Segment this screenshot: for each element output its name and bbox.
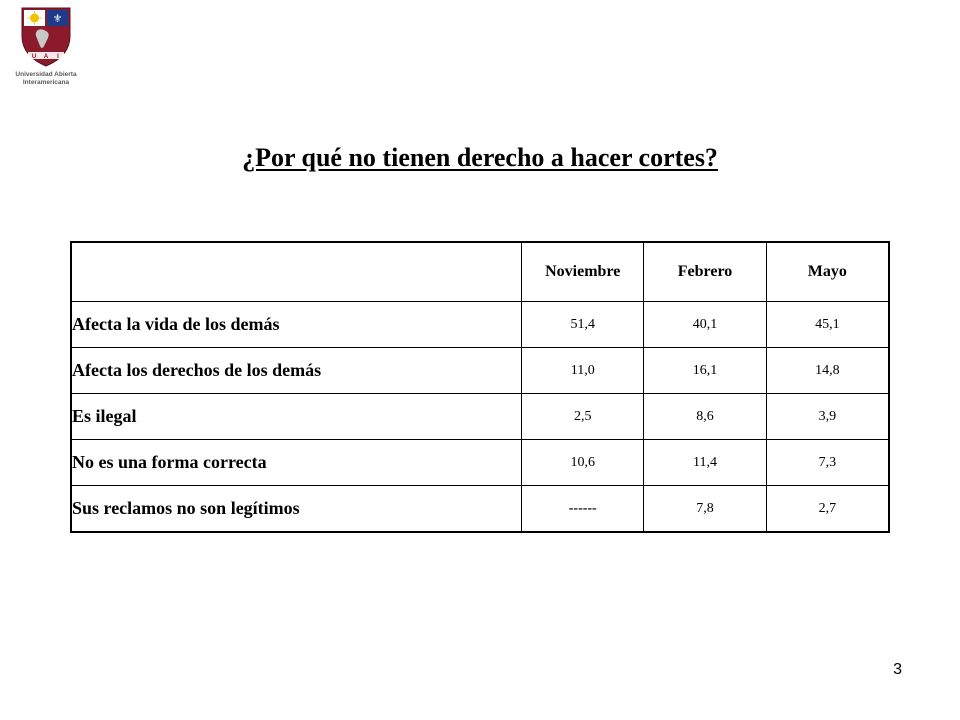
cell-value: 51,4 bbox=[522, 302, 644, 348]
column-header-mayo: Mayo bbox=[766, 242, 889, 302]
column-header-febrero: Febrero bbox=[644, 242, 766, 302]
table-row bbox=[71, 302, 889, 348]
cell-value: 11,4 bbox=[644, 440, 766, 486]
cell-value: 40,1 bbox=[644, 302, 766, 348]
cell-value: 45,1 bbox=[766, 302, 889, 348]
slide-title: ¿Por qué no tienen derecho a hacer cortes? bbox=[242, 143, 718, 172]
row-label: No es una forma correcta bbox=[71, 440, 522, 486]
cell-value: 10,6 bbox=[522, 440, 644, 486]
row-label: Sus reclamos no son legítimos bbox=[71, 486, 522, 533]
cell-value: 3,9 bbox=[766, 394, 889, 440]
table-row bbox=[71, 394, 889, 440]
university-logo bbox=[8, 6, 84, 92]
row-label: Afecta los derechos de los demás bbox=[71, 348, 522, 394]
row-label: Es ilegal bbox=[71, 394, 522, 440]
column-header-noviembre: Noviembre bbox=[522, 242, 644, 302]
cell-value: ------ bbox=[522, 486, 644, 533]
page-number: 3 bbox=[893, 661, 902, 678]
cell-value: 2,5 bbox=[522, 394, 644, 440]
logo-line-1: Universidad Abierta bbox=[15, 71, 77, 78]
fleur-de-lis-icon: ⚜ bbox=[52, 12, 63, 25]
logo-line-2: Interamericana bbox=[22, 79, 70, 86]
sun-icon bbox=[30, 14, 39, 23]
header-empty-cell bbox=[71, 242, 522, 302]
cell-value: 2,7 bbox=[766, 486, 889, 533]
cell-value: 14,8 bbox=[766, 348, 889, 394]
survey-table bbox=[70, 241, 890, 533]
university-crest-icon bbox=[20, 6, 72, 68]
table-row bbox=[71, 440, 889, 486]
cell-value: 7,8 bbox=[644, 486, 766, 533]
crest-letter: I bbox=[57, 54, 59, 60]
cell-value: 16,1 bbox=[644, 348, 766, 394]
table-row bbox=[71, 348, 889, 394]
table-header-row bbox=[71, 242, 889, 302]
cell-value: 7,3 bbox=[766, 440, 889, 486]
cell-value: 8,6 bbox=[644, 394, 766, 440]
row-label: Afecta la vida de los demás bbox=[71, 302, 522, 348]
crest-letter: A bbox=[43, 54, 49, 60]
crest-letter: U bbox=[31, 54, 37, 60]
table-row bbox=[71, 486, 889, 533]
cell-value: 11,0 bbox=[522, 348, 644, 394]
logo-caption bbox=[8, 71, 84, 87]
